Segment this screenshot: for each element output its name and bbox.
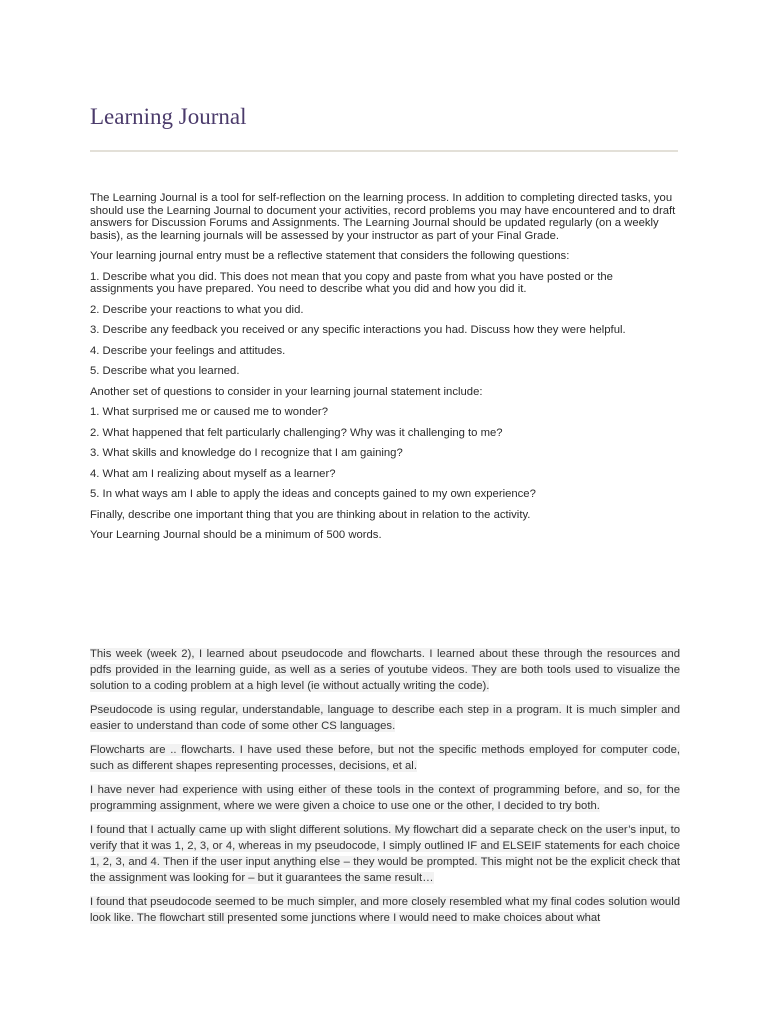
entry-paragraph-text: Flowcharts are .. flowcharts. I have used these before, but not the specific methods employed for computer code, such as different shapes representing processes, decisions, et al. xyxy=(90,744,680,772)
minimum-words-paragraph: Your Learning Journal should be a minimum of 500 words. xyxy=(90,529,382,541)
entry-lead-paragraph: Your learning journal entry must be a reflective statement that considers the following questions: xyxy=(90,250,570,262)
second-lead-paragraph: Another set of questions to consider in your learning journal statement include: xyxy=(90,385,483,398)
entry-paragraph xyxy=(90,894,680,926)
question-item: 3. Describe any feedback you received or any specific interactions you had. Discuss how they were helpful. xyxy=(90,324,626,336)
entry-paragraph xyxy=(90,702,680,734)
page-title: Learning Journal xyxy=(90,104,247,129)
intro-paragraph: The Learning Journal is a tool for self-reflection on the learning process. In addition to completing directed tasks, you should use the Learning Journal to document your activities, record problems you may have encountered and to draft answers for Discussion Forums and Assignments. The Learning Journal should be updated regularly (on a weekly basis), as the learning journals will be assessed by your instructor as part of your Final Grade. xyxy=(90,192,676,242)
entry-paragraph xyxy=(90,646,680,694)
entry-paragraph-text: I have never had experience with using either of these tools in the context of programming before, and so, for the programming assignment, where we were given a choice to use one or the other, I decided to try both. xyxy=(90,784,680,812)
entry-paragraph xyxy=(90,822,680,886)
second-question-item: 2. What happened that felt particularly challenging? Why was it challenging to me? xyxy=(90,426,503,439)
title-divider xyxy=(90,150,678,152)
journal-entry-section xyxy=(90,646,680,934)
instructions-section xyxy=(90,192,678,550)
question-item: 2. Describe your reactions to what you did. xyxy=(90,303,304,316)
entry-paragraph-text: Pseudocode is using regular, understandable, language to describe each step in a program. It is much simpler and easier to understand than code of some other CS languages. xyxy=(90,704,680,732)
question-item: 5. Describe what you learned. xyxy=(90,365,240,377)
entry-paragraph xyxy=(90,742,680,774)
question-item: 1. Describe what you did. This does not mean that you copy and paste from what you have posted or the assignments you have prepared. You need to describe what you did and how you did it. xyxy=(90,270,613,295)
second-question-item: 4. What am I realizing about myself as a learner? xyxy=(90,467,336,480)
finally-paragraph: Finally, describe one important thing that you are thinking about in relation to the activity. xyxy=(90,508,531,521)
entry-paragraph-text: I found that I actually came up with slight different solutions. My flowchart did a separate check on the user’s input, to verify that it was 1, 2, 3, or 4, whereas in my pseudocode, I simply outlined IF and ELSEIF statements for each choice 1, 2, 3, and 4. Then if the user input anything else – they would be prompted. This might not be the explicit check that the assignment was looking for – but it guarantees the same result… xyxy=(90,824,680,884)
entry-paragraph-text: I found that pseudocode seemed to be much simpler, and more closely resembled what my final codes solution would look like. The flowchart still presented some junctions where I would need to make choices about what xyxy=(90,896,680,924)
entry-paragraph xyxy=(90,782,680,814)
question-item: 4. Describe your feelings and attitudes. xyxy=(90,344,286,357)
second-question-item: 1. What surprised me or caused me to wonder? xyxy=(90,406,328,418)
entry-paragraph-text: This week (week 2), I learned about pseudocode and flowcharts. I learned about these through the resources and pdfs provided in the learning guide, as well as a series of youtube videos. They are both tools used to visualize the solution to a coding problem at a high level (ie without actually writing the code). xyxy=(90,648,680,692)
second-question-item: 3. What skills and knowledge do I recognize that I am gaining? xyxy=(90,447,403,459)
second-question-item: 5. In what ways am I able to apply the ideas and concepts gained to my own experience? xyxy=(90,488,536,500)
